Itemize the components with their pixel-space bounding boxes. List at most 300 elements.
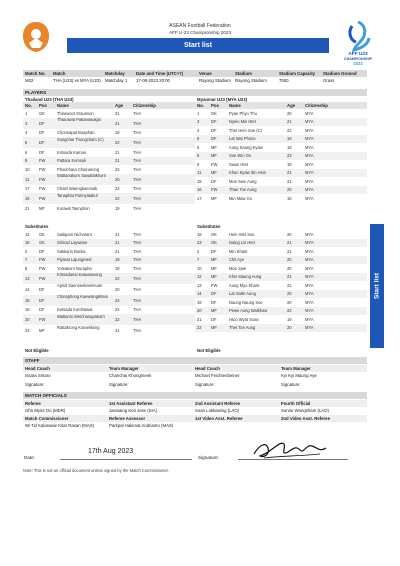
player-column-header: Pos <box>39 102 47 108</box>
player-name: Thet Toe Aung <box>229 325 256 331</box>
match-info-header: Matchday <box>105 70 125 76</box>
officials-header-row-2 <box>23 415 367 422</box>
player-age: 21 <box>115 248 120 254</box>
player-position: DF <box>39 120 45 126</box>
home-player-row <box>23 174 195 185</box>
player-number: 19 <box>197 299 202 305</box>
player-position: MF <box>211 257 217 263</box>
staff-header: Head Coach <box>195 365 220 371</box>
officials-value-row-2 <box>23 422 367 429</box>
player-number: 7 <box>25 257 28 263</box>
player-name: Naung Naung Soe <box>229 299 263 305</box>
away-player-row <box>195 152 367 161</box>
player-name: Thet Hein Soe (C) <box>229 127 262 133</box>
away-player-row <box>195 186 367 195</box>
player-position: GK <box>211 240 217 246</box>
player-position: FW <box>39 257 46 263</box>
away-player-row <box>195 169 367 178</box>
match-info-header: Stadium Ground <box>323 70 357 76</box>
player-column-header: Name <box>229 102 241 108</box>
match-info-value: Rayong Stadium <box>235 78 267 83</box>
away-player-row <box>195 135 367 144</box>
player-number: 2 <box>197 248 200 254</box>
player-column-header: No. <box>197 102 204 108</box>
signature-label: Signature: <box>198 455 219 460</box>
player-name: Sakkarin Bunlai <box>57 248 86 254</box>
player-number: 11 <box>197 170 202 176</box>
player-citizenship: THA <box>133 110 142 116</box>
home-player-row <box>23 264 195 273</box>
match-info-value: 7500 <box>279 78 289 83</box>
match-info-value: Rayong Stadium <box>199 78 231 83</box>
page-title: Start list <box>67 38 329 53</box>
player-name: Chinaphong Kaewsingkham <box>57 294 108 299</box>
away-player-row <box>195 230 367 239</box>
home-player-row <box>23 273 195 284</box>
match-info-header-row <box>23 70 367 77</box>
player-age: 21 <box>115 149 120 155</box>
player-position: DF <box>39 140 45 145</box>
player-name: Aung Myo Khant <box>229 282 260 288</box>
player-position: FW <box>39 275 46 281</box>
player-age: 21 <box>287 119 292 125</box>
away-player-row <box>195 307 367 316</box>
away-player-row <box>195 109 367 118</box>
player-citizenship: MYA <box>305 110 314 116</box>
match-info-header: Match No. <box>25 70 46 76</box>
player-age: 22 <box>287 127 292 133</box>
player-citizenship: MYA <box>305 187 314 193</box>
player-name: Kritsadanai Kaiwanwong <box>57 272 102 277</box>
player-position: DF <box>39 307 45 313</box>
player-age: 21 <box>287 240 292 246</box>
player-position: GK <box>211 231 217 237</box>
player-age: 20 <box>287 265 292 271</box>
date-label: Date: <box>24 455 35 460</box>
official-role: Referee Assessor <box>109 415 146 421</box>
player-citizenship: MYA <box>305 248 314 254</box>
player-name: Moe Swe Aung <box>229 178 257 184</box>
player-column-header: Age <box>287 102 296 108</box>
player-age: 21 <box>287 170 292 176</box>
player-citizenship: MYA <box>305 240 314 246</box>
player-age: 19 <box>115 257 120 263</box>
official-name: Soan Lokkawing (LAO) <box>195 407 240 413</box>
player-number: 6 <box>25 149 28 155</box>
player-age: 19 <box>287 161 292 167</box>
player-citizenship: THA <box>133 257 142 263</box>
staff-signature-label: Signature: <box>109 381 129 387</box>
official-role: 2nd Assistant Referee <box>195 400 240 406</box>
home-player-row <box>23 284 195 295</box>
player-position: FW <box>39 265 46 271</box>
player-name: Min Maw Oo <box>229 195 252 201</box>
officials-value-row-1 <box>23 407 367 414</box>
player-position: FW <box>39 317 46 322</box>
player-name: Than Toe Aung <box>229 187 257 193</box>
staff-signature-label: Signature: <box>281 381 301 387</box>
player-name: Khun Kyaw Zin Hein <box>229 170 267 176</box>
away-team-name: Myanmar U23 (MYA U23) <box>197 97 248 102</box>
staff-value-row <box>23 372 367 379</box>
player-column-header: Name <box>57 102 69 108</box>
player-number: 12 <box>25 231 30 237</box>
player-citizenship: THA <box>133 205 142 211</box>
player-name: Lat Satte Aung <box>229 291 256 297</box>
away-player-row <box>195 194 367 203</box>
home-player-row <box>23 165 195 174</box>
staff-signature-label: Signature: <box>195 381 215 387</box>
player-number: 21 <box>197 316 202 322</box>
official-role: 1st Assistant Referee <box>109 400 153 406</box>
player-age: 20 <box>287 231 292 237</box>
player-number: 8 <box>197 153 200 159</box>
organization-name: ASEAN Football Federation <box>169 23 231 29</box>
player-age: 21 <box>115 328 120 333</box>
player-age: 19 <box>115 130 120 136</box>
player-number: 9 <box>25 158 28 164</box>
player-name: Phodchara Chainarong <box>57 166 100 172</box>
player-position: FW <box>211 161 218 167</box>
player-position: GK <box>39 240 45 246</box>
staff-signature-row <box>23 380 367 388</box>
championship-name: AFF U-23 Championship 2023 <box>168 30 232 35</box>
staff-header: Head Coach <box>25 365 50 371</box>
away-player-row <box>195 118 367 127</box>
away-player-row <box>195 298 367 307</box>
staff-name: Kyi Kyi Maung Aye <box>281 372 317 378</box>
official-name: Parkpal Hakimat Andrianto (MAS) <box>109 422 174 428</box>
home-player-row <box>23 137 195 148</box>
player-citizenship: MYA <box>305 178 314 184</box>
player-position: DF <box>211 136 217 142</box>
player-age: 20 <box>287 187 292 193</box>
player-number: 21 <box>25 205 30 211</box>
official-name: Jasinaing Keti Jose (SIA) <box>109 407 158 413</box>
player-age: 22 <box>115 166 120 172</box>
staff-signature-label: Signature: <box>25 381 45 387</box>
player-citizenship: MYA <box>305 153 314 159</box>
player-position: MF <box>39 328 45 333</box>
player-name: Apisit Saenseekammuan <box>57 283 103 288</box>
player-column-header: Pos <box>211 102 219 108</box>
player-name: Hein Htet Soe <box>229 231 255 237</box>
player-citizenship: THA <box>133 149 142 155</box>
championship-logo-icon <box>338 20 378 66</box>
player-number: 15 <box>197 178 202 184</box>
player-age: 21 <box>115 158 120 164</box>
player-number: 9 <box>197 161 200 167</box>
official-role: Match Commissioner <box>25 415 69 421</box>
player-age: 22 <box>287 308 292 314</box>
player-name: Piyarat Lajungreed <box>57 257 92 263</box>
player-position: MF <box>211 170 217 176</box>
player-name: Chonnapat Buaphan <box>57 130 95 136</box>
player-citizenship: THA <box>133 231 142 237</box>
home-player-row <box>23 185 195 194</box>
home-player-row <box>23 148 195 157</box>
player-citizenship: MYA <box>305 195 314 201</box>
date-value: 17th Aug 2023 <box>88 448 134 455</box>
staff-header-row <box>23 365 367 372</box>
player-citizenship: THA <box>133 307 142 313</box>
player-number: 22 <box>197 325 202 331</box>
player-age: 20 <box>287 257 292 263</box>
player-position: FW <box>39 186 46 192</box>
player-citizenship: MYA <box>305 257 314 263</box>
player-citizenship: THA <box>133 240 142 246</box>
player-position: DF <box>39 248 45 254</box>
staff-section-title: STAFF <box>23 357 367 364</box>
player-position: FW <box>39 176 46 182</box>
player-citizenship: MYA <box>305 274 314 280</box>
player-name: Soe Win Oo <box>229 153 252 159</box>
player-number: 23 <box>197 240 202 246</box>
player-age: 21 <box>287 178 292 184</box>
player-citizenship: THA <box>133 317 142 322</box>
player-age: 19 <box>287 144 292 150</box>
player-citizenship: MYA <box>305 127 314 133</box>
player-position: GK <box>39 231 45 237</box>
player-number: 10 <box>25 166 30 172</box>
player-citizenship: THA <box>133 286 142 292</box>
home-player-row <box>23 295 195 306</box>
player-citizenship: MYA <box>305 144 314 150</box>
player-name: Chatri Waengkaensak <box>57 186 98 192</box>
player-age: 22 <box>115 196 120 201</box>
player-age: 19 <box>287 136 292 142</box>
player-citizenship: MYA <box>305 282 314 288</box>
match-info-value: M02 <box>25 78 34 83</box>
staff-name: Issara Sritaro <box>25 372 51 378</box>
official-name: Sonrie Wongsham (LAO) <box>281 407 329 413</box>
player-name: Lat Wai Phone <box>229 136 256 142</box>
match-info-header: Match <box>53 70 66 76</box>
away-player-row <box>195 247 367 256</box>
player-citizenship: MYA <box>305 136 314 142</box>
player-citizenship: THA <box>133 297 142 303</box>
away-player-row <box>195 264 367 273</box>
player-age: 22 <box>115 140 120 145</box>
player-position: MF <box>211 325 217 331</box>
player-position: FW <box>39 158 46 164</box>
player-name: Moe Swe <box>229 265 247 271</box>
away-player-row <box>195 256 367 265</box>
logo-line-3: 2023 <box>353 61 363 66</box>
player-age: 19 <box>115 265 120 271</box>
player-age: 21 <box>287 248 292 254</box>
away-player-row <box>195 324 367 333</box>
player-citizenship: MYA <box>305 325 314 331</box>
player-number: 12 <box>197 274 202 280</box>
player-position: MF <box>211 265 217 271</box>
away-player-row <box>195 143 367 152</box>
player-citizenship: MYA <box>305 231 314 237</box>
home-player-row <box>23 204 195 213</box>
home-player-row <box>23 157 195 166</box>
player-citizenship: THA <box>133 248 142 254</box>
home-substitutes-label: Substitutes <box>25 224 49 229</box>
player-position: MF <box>211 144 217 150</box>
player-age: 20 <box>115 286 120 292</box>
player-position: DF <box>211 178 217 184</box>
home-player-row <box>23 193 195 204</box>
player-number: 16 <box>25 307 30 313</box>
player-age: 20 <box>287 110 292 116</box>
player-citizenship: MYA <box>305 299 314 305</box>
player-number: 18 <box>197 231 202 237</box>
home-player-row <box>23 230 195 239</box>
match-info-header: Stadium Capacity <box>279 70 316 76</box>
official-role: Fourth Official <box>281 400 311 406</box>
player-position: DF <box>211 248 217 254</box>
player-name: Naing Lin Htet <box>229 240 255 246</box>
player-name: Songchai Thongcham (C) <box>57 136 104 142</box>
match-info-header: Date and Time (UTC+7) <box>136 70 184 76</box>
player-citizenship: MYA <box>305 316 314 322</box>
logo-line-1: AFF U23 <box>348 52 368 57</box>
player-number: 4 <box>197 127 200 133</box>
officials-header-row-1 <box>23 400 367 407</box>
player-position: DF <box>39 297 45 303</box>
player-age: 21 <box>115 120 120 126</box>
match-info-value: 17-08-2023 20:00 <box>136 78 170 83</box>
player-number: 20 <box>25 317 30 322</box>
away-substitutes-label: Substitutes <box>197 224 221 229</box>
player-number: 16 <box>197 187 202 193</box>
player-position: MF <box>211 274 217 280</box>
player-name: Pyae Phyo Thu <box>229 110 257 116</box>
match-info-value-row <box>23 77 367 85</box>
player-number: 7 <box>197 257 200 263</box>
official-role: Referee <box>25 400 41 406</box>
away-player-row <box>195 239 367 248</box>
player-age: 20 <box>287 291 292 297</box>
player-citizenship: THA <box>133 130 142 136</box>
home-player-row <box>23 314 195 325</box>
staff-name: Michael Feichtenbeiner <box>195 372 240 378</box>
player-name: Tanaphat Parinyatakul <box>57 192 98 198</box>
player-number: 15 <box>25 297 30 303</box>
player-citizenship: THA <box>133 186 142 192</box>
player-number: 2 <box>25 248 28 254</box>
player-age: 22 <box>115 307 120 313</box>
player-citizenship: THA <box>133 196 142 201</box>
player-age: 20 <box>115 176 120 182</box>
player-name: Kritsada Kaman <box>57 149 87 155</box>
player-position: FW <box>39 166 46 172</box>
official-name: Ohn Myint Oo (MDR) <box>25 407 66 413</box>
home-player-row <box>23 109 195 118</box>
player-citizenship: MYA <box>305 265 314 271</box>
player-citizenship: THA <box>133 120 142 126</box>
player-number: 3 <box>25 120 28 126</box>
player-citizenship: MYA <box>305 291 314 297</box>
player-position: DF <box>211 119 217 125</box>
player-position: FW <box>211 282 218 288</box>
player-position: DF <box>39 149 45 155</box>
player-position: DF <box>211 291 217 297</box>
player-name: Ketsada Kunthawat <box>57 307 93 313</box>
staff-header: Team Manager <box>281 365 311 371</box>
home-player-row <box>23 256 195 265</box>
player-age: 18 <box>287 195 292 201</box>
official-role: 2nd Video Asst. Referee <box>281 415 330 421</box>
home-player-row <box>23 325 195 336</box>
away-player-row <box>195 177 367 186</box>
player-number: 10 <box>197 265 202 271</box>
player-age: 21 <box>115 240 120 246</box>
player-age: 19 <box>287 316 292 322</box>
player-citizenship: THA <box>133 328 142 333</box>
player-number: 4 <box>25 130 28 136</box>
player-citizenship: THA <box>133 275 142 281</box>
staff-header: Team Manager <box>109 365 139 371</box>
player-number: 19 <box>25 196 30 201</box>
player-age: 22 <box>115 186 120 192</box>
player-name: Swan Htet <box>229 161 248 167</box>
player-citizenship: THA <box>133 158 142 164</box>
player-position: DF <box>39 130 45 136</box>
player-name: Thirawoot Sraunson <box>57 110 94 116</box>
away-player-row <box>195 160 367 169</box>
home-player-row <box>23 129 195 138</box>
start-list-tab: Start list <box>370 224 384 348</box>
player-age: 23 <box>287 153 292 159</box>
player-citizenship: MYA <box>305 161 314 167</box>
commissioner-signature <box>250 436 330 462</box>
player-name: Rattakrong Kranekkiing <box>57 324 100 330</box>
player-number: 14 <box>25 286 30 292</box>
player-name: Thanawat Pattanasukjai <box>57 117 101 122</box>
player-position: MF <box>211 308 217 314</box>
player-age: 22 <box>115 317 120 322</box>
home-player-row <box>23 239 195 248</box>
home-player-row <box>23 118 195 129</box>
player-position: FW <box>39 196 46 201</box>
player-column-header: Age <box>115 102 124 108</box>
away-player-row <box>195 281 367 290</box>
player-citizenship: THA <box>133 265 142 271</box>
player-position: DF <box>211 299 217 305</box>
player-position: GK <box>211 110 217 116</box>
player-name: Khin Maung Aung <box>229 274 262 280</box>
match-info-value: THA (U23) vs MYA (U23) <box>53 78 101 83</box>
player-number: 3 <box>197 119 200 125</box>
player-name: Korawit Taenphon <box>57 205 90 211</box>
home-not-eligible-label: Not Eligible <box>25 348 49 353</box>
match-info-value: Matchday 1 <box>105 78 128 83</box>
player-number: 11 <box>25 176 30 182</box>
player-number: 17 <box>197 195 202 201</box>
player-citizenship: THA <box>133 140 142 145</box>
player-number: 17 <box>25 186 30 192</box>
player-number: 5 <box>25 140 28 145</box>
player-age: 19 <box>115 205 120 211</box>
player-number: 13 <box>25 275 30 281</box>
home-player-row <box>23 306 195 315</box>
player-column-header: Citizenship <box>305 102 328 108</box>
player-age: 20 <box>287 325 292 331</box>
officials-section-title: MATCH OFFICIALS <box>23 392 367 399</box>
match-info-header: Venue <box>199 70 212 76</box>
player-position: GK <box>39 110 45 116</box>
player-age: 22 <box>115 297 120 303</box>
home-team-name: Thailand U23 (THA U23) <box>25 97 74 102</box>
player-name: Wattanakorn Sawatlakhorn <box>57 173 106 178</box>
player-name: Pewe Aung Walkhaw <box>229 308 268 314</box>
player-position: DF <box>39 286 45 292</box>
